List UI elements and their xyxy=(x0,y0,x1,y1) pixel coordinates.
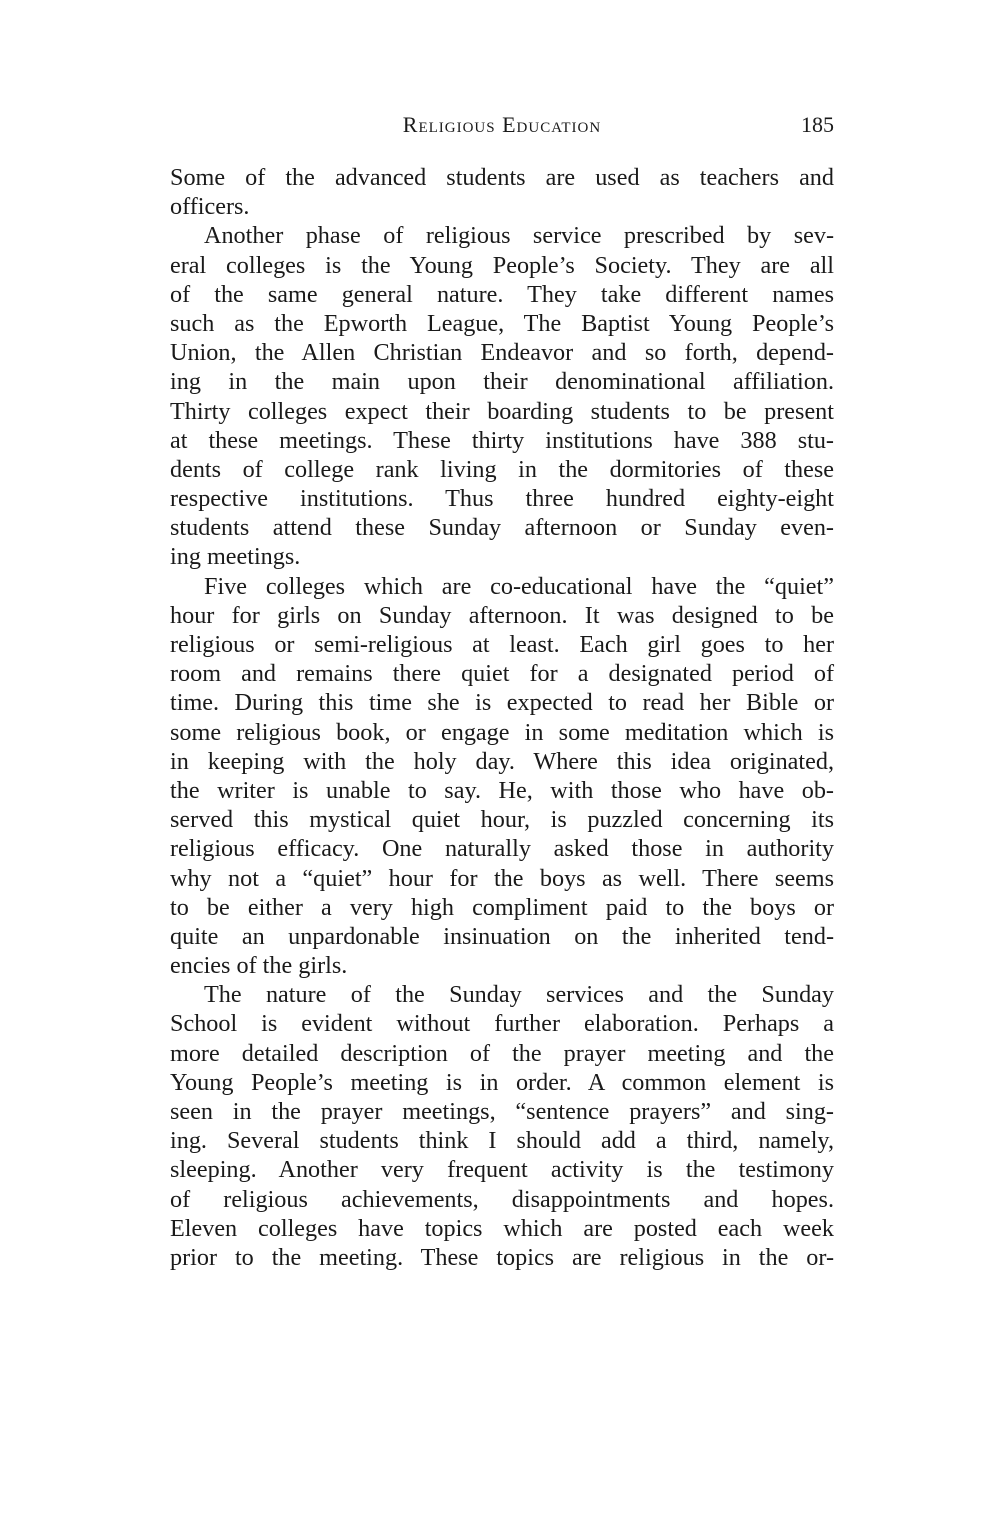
paragraph xyxy=(170,163,834,221)
text-line: more detailed description of the prayer meeting and the xyxy=(170,1039,834,1067)
text-line: seen in the prayer meetings, “sentence prayers” and sing- xyxy=(170,1098,834,1125)
text-line: of religious achievements, disappointments and hopes. xyxy=(170,1185,834,1213)
text-line: of the same general nature. They take different names xyxy=(170,280,834,308)
text-line: encies of the girls. xyxy=(170,952,348,980)
text-line: time. During this time she is expected to read her Bible or xyxy=(170,689,834,717)
text-line: quite an unpardonable insinuation on the inherited tend- xyxy=(170,922,834,950)
body-text xyxy=(170,163,834,1272)
page-number: 185 xyxy=(801,112,834,137)
text-line: prior to the meeting. These topics are religious in the or- xyxy=(170,1243,834,1271)
running-title: Religious Education xyxy=(402,112,602,137)
text-line: Some of the advanced students are used as teachers and xyxy=(170,164,834,191)
text-line: respective institutions. Thus three hundred eighty-eight xyxy=(170,485,834,513)
text-line: Young People’s meeting is in order. A common element is xyxy=(170,1068,834,1096)
text-line: the writer is unable to say. He, with those who have ob- xyxy=(170,776,834,804)
paragraph xyxy=(170,572,834,981)
text-line: students attend these Sunday afternoon or Sunday even- xyxy=(170,514,834,542)
text-line: in keeping with the holy day. Where this idea originated, xyxy=(170,747,834,775)
text-line: Thirty colleges expect their boarding students to be present xyxy=(170,397,834,425)
text-line: Five colleges which are co-educational have the “quiet” xyxy=(204,572,834,600)
text-line: to be either a very high compliment paid to the boys or xyxy=(170,893,834,921)
text-line: ing in the main upon their denominational affiliation. xyxy=(170,368,834,396)
text-line: Another phase of religious service prescribed by sev- xyxy=(204,222,834,250)
paragraph xyxy=(170,221,834,571)
text-line: dents of college rank living in the dormitories of these xyxy=(170,455,834,483)
text-line: served this mystical quiet hour, is puzzled concerning its xyxy=(170,806,834,834)
running-head xyxy=(170,112,834,144)
text-line: why not a “quiet” hour for the boys as well. There seems xyxy=(170,864,834,892)
text-line: eral colleges is the Young People’s Society. They are all xyxy=(170,251,834,279)
text-line: such as the Epworth League, The Baptist Young People’s xyxy=(170,309,834,337)
text-line: room and remains there quiet for a designated period of xyxy=(170,660,834,688)
text-line: religious or semi-religious at least. Each girl goes to her xyxy=(170,631,834,658)
text-line: Eleven colleges have topics which are posted each week xyxy=(170,1214,834,1242)
text-line: Union, the Allen Christian Endeavor and so forth, depend- xyxy=(170,339,834,367)
text-line: ing meetings. xyxy=(170,543,301,571)
text-line: hour for girls on Sunday afternoon. It was designed to be xyxy=(170,601,834,629)
text-line: some religious book, or engage in some meditation which is xyxy=(170,718,834,746)
text-line: religious efficacy. One naturally asked those in authority xyxy=(170,835,834,863)
text-line: officers. xyxy=(170,193,250,221)
text-line: at these meetings. These thirty institutions have 388 stu- xyxy=(170,426,834,454)
text-line: The nature of the Sunday services and the Sunday xyxy=(204,981,834,1009)
text-line: School is evident without further elaboration. Perhaps a xyxy=(170,1010,834,1038)
text-line: sleeping. Another very frequent activity is the testimony xyxy=(170,1156,834,1184)
text-line: ing. Several students think I should add a third, namely, xyxy=(170,1127,834,1155)
paragraph xyxy=(170,980,834,1272)
